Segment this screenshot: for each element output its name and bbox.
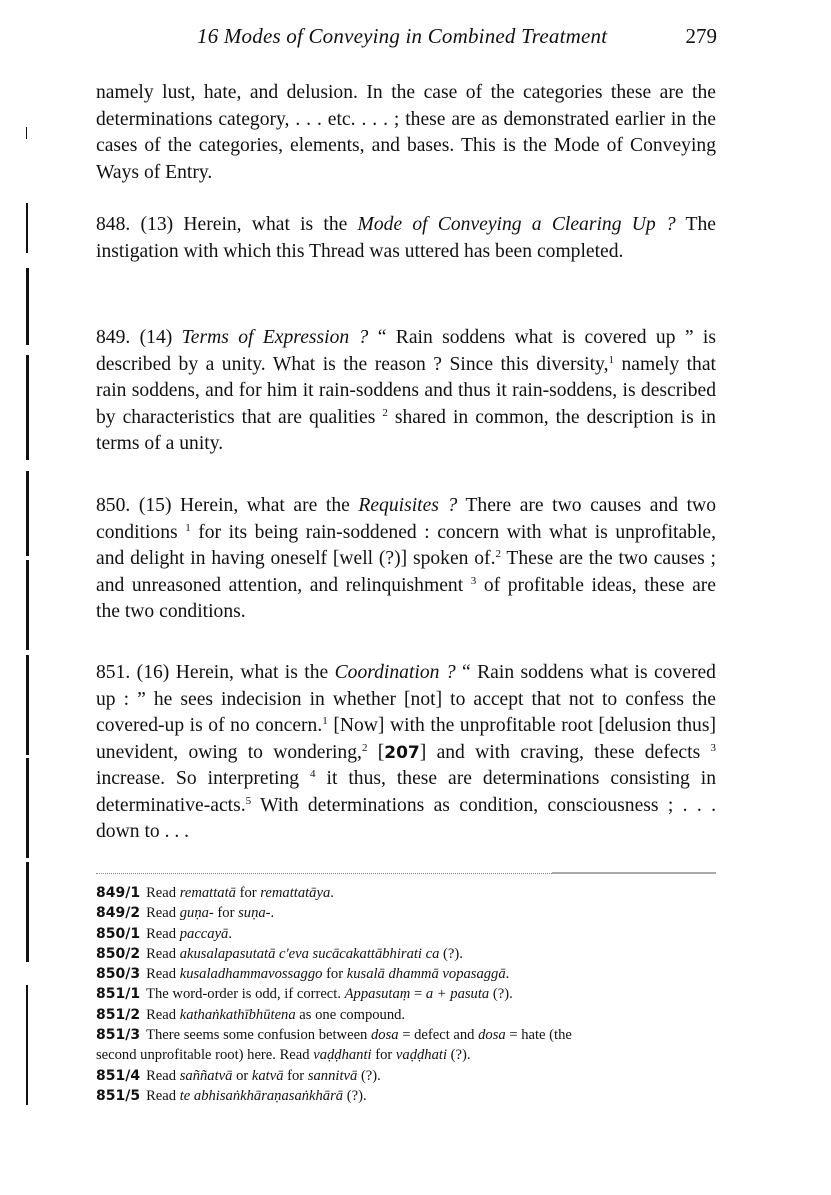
footnote-marker: 2 <box>361 741 368 754</box>
footnote-ref: 851/1 <box>96 986 141 1003</box>
section-term: Requisites ? <box>358 495 458 516</box>
footnote: 850/1 Read paccayā. <box>96 925 232 942</box>
scan-artifact-mark <box>26 560 29 650</box>
section-text: increase. So interpreting <box>96 768 300 789</box>
section-text: [Now] with the unprofitable root [delusion thus] unevident, owing to wondering, <box>96 715 716 763</box>
footnote-ref: 850/3 <box>96 966 141 983</box>
footnote-marker: 1 <box>608 353 614 366</box>
footnote-ref: 850/1 <box>96 925 141 942</box>
footnote-divider-end <box>552 872 716 874</box>
intro-paragraph <box>96 80 716 186</box>
footnote: 850/3 Read kusaladhammavossaggo for kusalā dhammā vopasaggā. <box>96 966 510 983</box>
section-text: With determinations as condition, consciousness ; . . . down to . . . <box>96 794 716 842</box>
section-text: it thus, these are determinations consisting in determinative-acts. <box>96 768 716 816</box>
section-850 <box>96 493 716 626</box>
section-number: 848. (13) <box>96 214 174 235</box>
footnote-ref: 851/3 <box>96 1027 141 1044</box>
page-number: 279 <box>685 24 717 48</box>
scan-artifact-mark <box>26 471 29 556</box>
section-lead: Herein, what is the <box>175 662 329 683</box>
scan-artifact-mark <box>26 758 29 858</box>
scan-artifact-mark <box>26 268 29 345</box>
section-text: The instigation with which this Thread was uttered has been completed. <box>96 214 716 262</box>
section-text: of profitable ideas, these are the two conditions. <box>96 574 717 622</box>
footnote: 851/3 There seems some confusion between dosa = defect and dosa = hate (the <box>96 1027 572 1044</box>
running-title: 16 Modes of Conveying in Combined Treatment <box>197 24 608 48</box>
footnote-ref: 850/2 <box>96 945 141 962</box>
footnote-marker: 4 <box>310 768 316 780</box>
section-849 <box>96 325 716 458</box>
section-text: namely that rain soddens, and for him it rain-soddens and thus it rain-soddens, is described by characteristics that are qualities <box>96 353 716 428</box>
footnote-marker: 5 <box>245 794 252 807</box>
section-term: Coordination ? <box>334 662 456 683</box>
footnote-ref: 851/4 <box>96 1067 141 1084</box>
running-header <box>197 24 717 54</box>
section-number: 849. (14) <box>96 327 173 348</box>
scan-artifact-mark <box>26 655 29 755</box>
section-text: “ Rain soddens what is covered up : ” he sees indecision in whether [not] to accept that not to confess the covered-up is of no concern. <box>96 662 716 736</box>
footnote: 851/1 The word-order is odd, if correct. Appasutaṃ = a + pasuta (?). <box>96 986 513 1003</box>
footnote-ref: 849/1 <box>96 885 141 901</box>
footnote-ref: 849/2 <box>96 905 141 922</box>
section-number: 850. (15) <box>96 495 172 516</box>
intro-text: namely lust, hate, and delusion. In the case of the categories these are the determinations category, . . . etc. . . . ; these are as demonstrated earlier in the cases of the categories, elements, and bases. This is the Mode of Conveying Ways of Entry. <box>96 82 716 183</box>
footnote: 851/4 Read saññatvā or katvā for sannitvā (?). <box>96 1067 381 1084</box>
section-848 <box>96 212 716 265</box>
footnote-marker: 3 <box>470 574 477 587</box>
pts-page-ref: [207] <box>377 741 427 763</box>
scan-artifact-mark <box>26 127 27 139</box>
section-lead: Herein, what are the <box>180 495 350 516</box>
footnote-marker: 1 <box>185 521 191 534</box>
section-text: “ Rain soddens what is covered up ” is described by a unity. What is the reason ? Since this diversity, <box>96 327 716 375</box>
footnotes <box>96 883 716 1106</box>
section-text: for its being rain-soddened : concern with what is unprofitable, and delight in having oneself [well (?)] spoken of. <box>96 521 716 569</box>
footnote: 851/5 Read te abhisaṅkhāraṇasaṅkhārā (?). <box>96 1087 367 1104</box>
footnote-marker: 1 <box>322 715 328 727</box>
section-text: and with craving, these defects <box>436 741 701 763</box>
scan-artifact-mark <box>26 862 29 962</box>
section-term: Terms of Expression ? <box>181 327 369 348</box>
footnote-marker: 2 <box>382 406 388 419</box>
footnote: 851/2 Read kathaṅkathībhūtena as one compound. <box>96 1006 406 1023</box>
scan-artifact-mark <box>26 355 29 460</box>
footnote-marker: 2 <box>495 548 501 560</box>
footnote-continuation: second unprofitable root) here. Read vaḍḍhanti for vaḍḍhati (?). <box>96 1047 471 1064</box>
section-lead: Herein, what is the <box>183 214 348 235</box>
footnote: 849/2 Read guṇa- for suṇa-. <box>96 905 275 922</box>
section-text: shared in common, the description is in terms of a unity. <box>96 406 716 454</box>
footnote-marker: 3 <box>710 741 716 754</box>
section-text: There are two causes and two conditions <box>96 495 716 543</box>
section-text: These are the two causes ; and unreasoned attention, and relinquishment <box>96 548 717 596</box>
footnote: 850/2 Read akusalapasutatā c'eva sucācakattābhirati ca (?). <box>96 945 463 962</box>
section-number: 851. (16) <box>96 662 170 683</box>
footnote-ref: 851/2 <box>96 1006 141 1023</box>
section-851 <box>96 660 716 846</box>
scan-artifact-mark <box>26 203 28 253</box>
footnote-ref: 851/5 <box>96 1087 141 1104</box>
footnote: 849/1 Read remattatā for remattatāya. <box>96 885 334 901</box>
section-term: Mode of Conveying a Clearing Up ? <box>357 214 676 235</box>
scan-artifact-mark <box>26 985 28 1105</box>
